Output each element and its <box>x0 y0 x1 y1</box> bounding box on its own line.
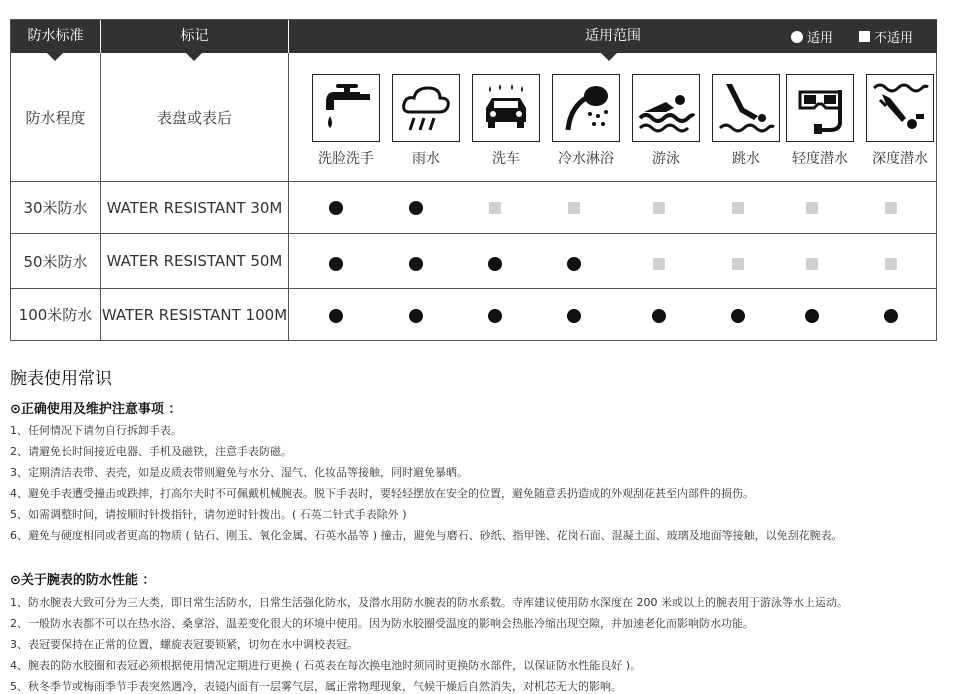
activity-label: 雨水 <box>412 151 440 167</box>
rain-cloud-icon <box>396 78 456 138</box>
water-item: 5、秋冬季节或梅雨季节手表突然遇冷，表镜内面有一层雾气层，属正常物理现象，气候干燥后自然消失，对机芯无大的影响。 <box>10 680 622 693</box>
activity-diving <box>711 74 781 168</box>
section-care-heading: ⊙正确使用及维护注意事项 ： <box>10 402 182 417</box>
care-item: 5、如需调整时间，请按顺时针拨指针，请勿逆时针拨出。( 石英二针式手表除外 ) <box>10 508 407 521</box>
row-50m-level: 50米防水 <box>23 252 88 271</box>
header-mark-label: 标记 <box>180 28 209 44</box>
activity-label: 洗车 <box>492 151 520 167</box>
activity-snorkel <box>785 74 855 168</box>
legend-suitable-label: 适用 <box>807 31 834 46</box>
unsuitable-square <box>806 258 818 270</box>
suitable-dot <box>329 309 343 323</box>
suitable-dot <box>805 309 819 323</box>
suitable-dot <box>652 309 666 323</box>
unsuitable-square <box>568 202 580 214</box>
activity-face-wash <box>311 74 381 168</box>
header-mark <box>101 20 288 53</box>
water-item: 4、腕表的防水胶圈和表冠必须根据使用情况定期进行更换 ( 石英表在每次换电池时须同时更换防水部件，以保证防水性能良好 )。 <box>10 659 642 672</box>
header-standard <box>11 20 100 53</box>
unsuitable-square <box>885 258 897 270</box>
section-water-heading: ⊙关于腕表的防水性能 ： <box>10 573 156 588</box>
care-item: 6、避免与硬度相同或者更高的物质 ( 钻石、刚玉、氧化金属、石英水晶等 ) 撞击，避免与磨石、砂纸、指甲锉、花岗石面、混凝土面、玻璃及地面等接触，以免刮花腕表。 <box>10 529 843 542</box>
row-label-cell: 防水程度 <box>25 108 86 127</box>
water-item: 2、一般防水表都不可以在热水浴、桑拿浴、温差变化很大的环境中使用。因为防水胶圈受温度的影响会热胀冷缩出现空隙，并加速老化而影响防水功能。 <box>10 617 754 630</box>
suitable-dot <box>884 309 898 323</box>
row-100m-level: 100米防水 <box>18 306 93 324</box>
shower-icon <box>556 78 616 138</box>
suitable-dot <box>409 201 423 215</box>
water-item: 3、表冠要保持在正常的位置，螺旋表冠要锁紧，切勿在水中调校表冠。 <box>10 638 358 651</box>
suitable-dot <box>409 309 423 323</box>
activity-icons <box>289 53 937 181</box>
care-item: 1、任何情况下请勿自行拆卸手表。 <box>10 424 182 437</box>
header-scope-label: 适用范围 <box>585 28 641 44</box>
activity-label: 深度潜水 <box>872 151 928 167</box>
diving-icon <box>716 78 776 138</box>
car-wash-icon <box>476 78 536 138</box>
header-scope <box>289 20 937 53</box>
header-standard-label: 防水标准 <box>27 28 84 44</box>
suitable-dot <box>488 257 502 271</box>
activity-label: 跳水 <box>732 151 760 167</box>
unsuitable-square-icon <box>859 31 870 42</box>
activity-deep-diving <box>865 74 935 168</box>
row-30m-level: 30米防水 <box>23 199 88 217</box>
suitable-dot <box>409 257 423 271</box>
water-resistance-table <box>10 19 937 341</box>
unsuitable-square <box>732 202 744 214</box>
water-item: 1、防水腕表大致可分为三大类，即日常生活防水，日常生活强化防水，及潜水用防水腕表的防水系数。寺库建议使用防水深度在 200 米或以上的腕表用于游泳等水上运动。 <box>10 596 848 609</box>
guide-title: 腕表使用常识 <box>10 369 112 389</box>
unsuitable-square <box>806 202 818 214</box>
suitable-dot-icon <box>791 31 803 43</box>
swimming-icon <box>636 78 696 138</box>
activity-label: 轻度潜水 <box>792 151 848 167</box>
row-50m-mark: WATER RESISTANT 50M <box>106 252 283 270</box>
activity-rain <box>391 74 461 168</box>
suitable-dot <box>567 309 581 323</box>
suitable-dot <box>329 201 343 215</box>
legend-suitable <box>791 20 833 53</box>
row-mark-cell: 表盘或表后 <box>156 108 232 127</box>
legend-unsuitable <box>859 20 913 53</box>
unsuitable-square <box>489 202 501 214</box>
care-item: 3、定期清洁表带、表壳，如是皮质表带则避免与水分、湿气、化妆品等接触，同时避免暴晒。 <box>10 466 468 479</box>
unsuitable-square <box>885 202 897 214</box>
legend-unsuitable-label: 不适用 <box>874 31 914 46</box>
unsuitable-square <box>653 258 665 270</box>
suitable-dot <box>731 309 745 323</box>
activity-shower <box>551 74 621 168</box>
deep-diver-icon <box>870 78 930 138</box>
activity-label: 洗脸洗手 <box>318 151 374 167</box>
activity-swimming <box>631 74 701 168</box>
faucet-icon <box>316 78 376 138</box>
snorkel-mask-icon <box>790 78 850 138</box>
row-30m-mark: WATER RESISTANT 30M <box>106 198 283 217</box>
suitable-dot <box>488 309 502 323</box>
care-item: 4、避免手表遭受撞击或跌摔，打高尔夫时不可佩戴机械腕表。脱下手表时，要轻轻摆放在安全的位置，避免随意丢扔造成的外观刮花甚至内部件的损伤。 <box>10 487 754 500</box>
activity-label: 游泳 <box>652 151 680 167</box>
row-100m-mark: WATER RESISTANT 100M <box>101 305 288 324</box>
suitable-dot <box>567 257 581 271</box>
activity-label: 冷水淋浴 <box>558 151 614 167</box>
suitable-dot <box>329 257 343 271</box>
care-item: 2、请避免长时间接近电器、手机及磁铁，注意手表防磁。 <box>10 445 292 458</box>
activity-car-wash <box>471 74 541 168</box>
unsuitable-square <box>732 258 744 270</box>
unsuitable-square <box>653 202 665 214</box>
